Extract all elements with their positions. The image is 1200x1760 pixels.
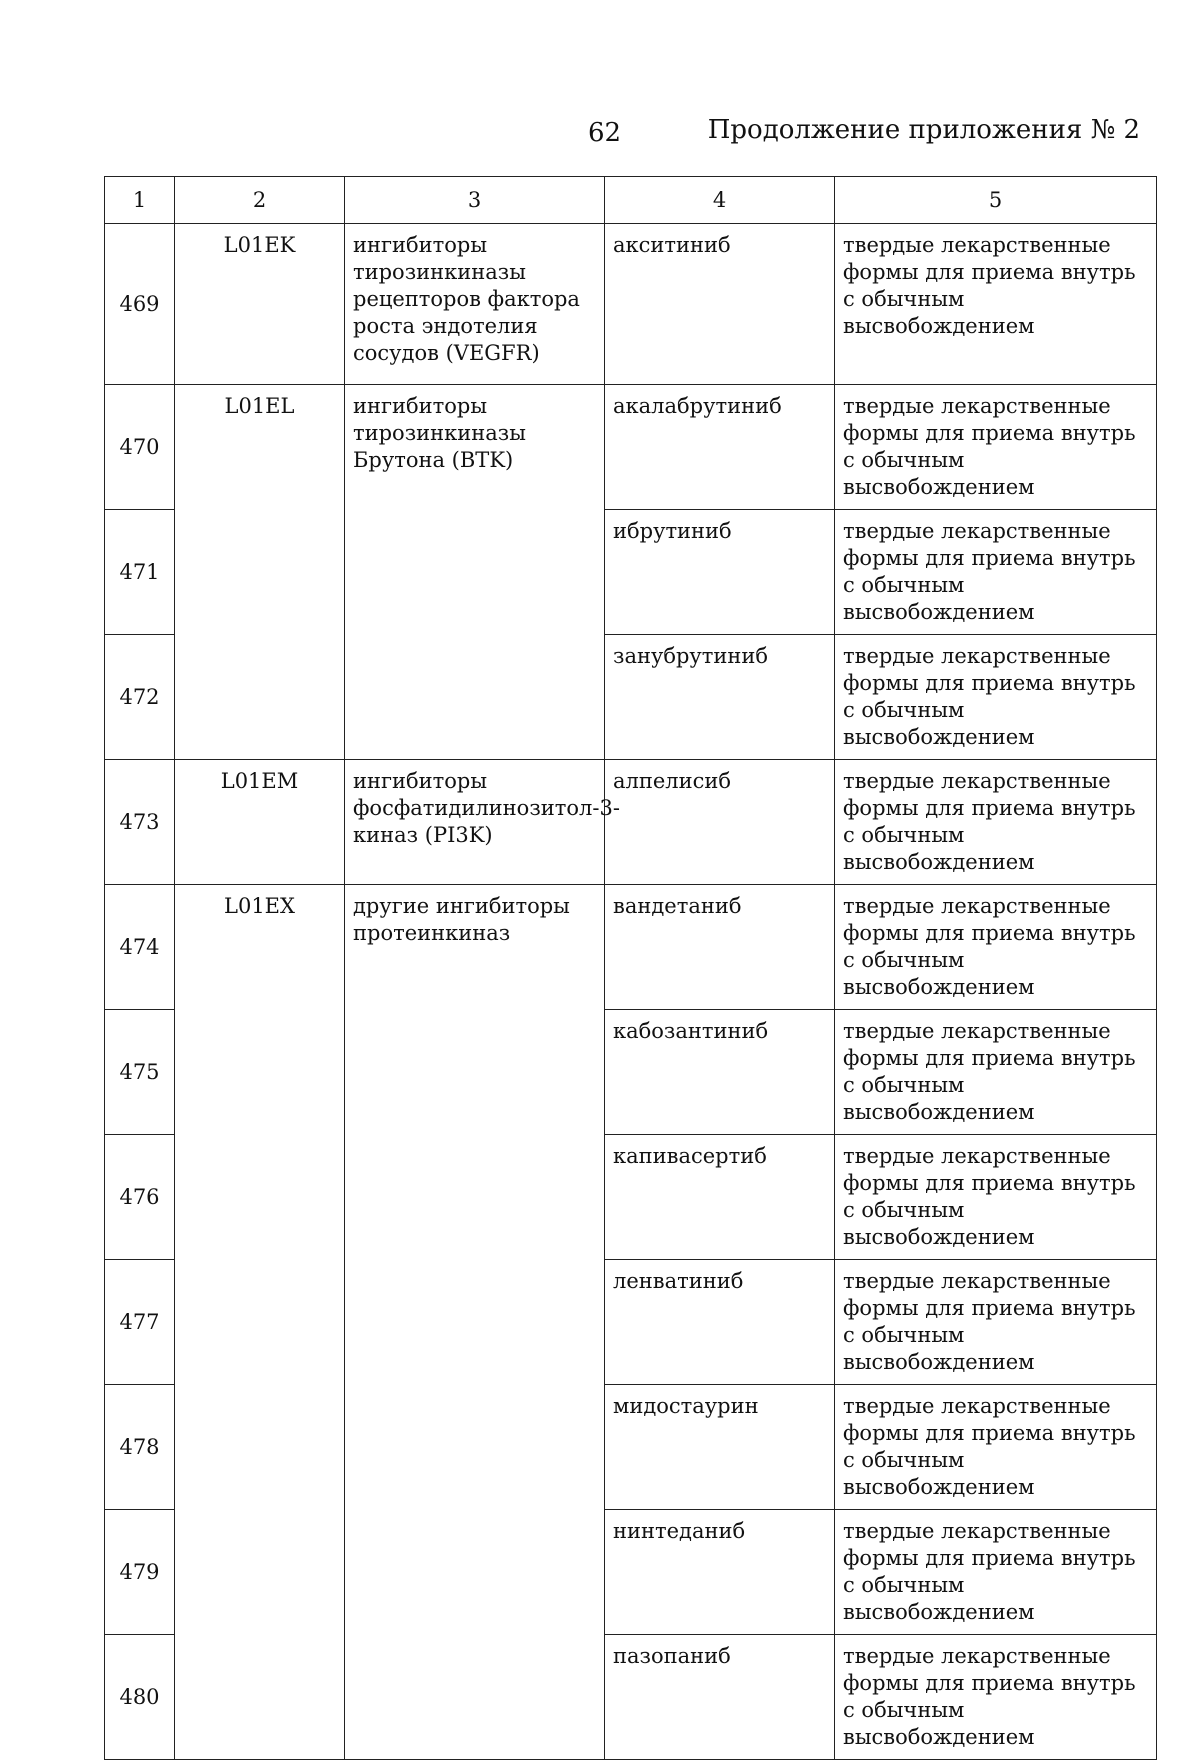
drug-name: алпелисиб	[605, 760, 835, 885]
drug-name: акалабрутиниб	[605, 385, 835, 510]
atc-code: L01EX	[175, 885, 345, 1760]
column-header: 4	[605, 177, 835, 224]
table-row	[105, 385, 1157, 510]
column-header: 2	[175, 177, 345, 224]
row-number: 470	[105, 385, 175, 510]
row-number: 478	[105, 1385, 175, 1510]
table-header-row	[105, 177, 1157, 224]
drug-table	[104, 176, 1157, 1760]
dosage-form: твердые лекарственные формы для приема внутрь с обычным высвобождением	[835, 1260, 1157, 1385]
dosage-form: твердые лекарственные формы для приема внутрь с обычным высвобождением	[835, 760, 1157, 885]
group-name: другие ингибиторы протеинкиназ	[345, 885, 605, 1760]
row-number: 472	[105, 635, 175, 760]
drug-name: акситиниб	[605, 224, 835, 385]
drug-name: пазопаниб	[605, 1635, 835, 1760]
drug-name: вандетаниб	[605, 885, 835, 1010]
table-body	[105, 224, 1157, 1760]
row-number: 477	[105, 1260, 175, 1385]
table-row	[105, 885, 1157, 1010]
row-number: 475	[105, 1010, 175, 1135]
page-heading: Продолжение приложения № 2	[707, 115, 1140, 145]
page-number: 62	[588, 118, 622, 148]
table-row	[105, 224, 1157, 385]
group-name: ингибиторы фосфатидилинозитол-3-киназ (PI3K)	[345, 760, 605, 885]
row-number: 479	[105, 1510, 175, 1635]
group-name: ингибиторы тирозинкиназы рецепторов фактора роста эндотелия сосудов (VEGFR)	[345, 224, 605, 385]
dosage-form: твердые лекарственные формы для приема внутрь с обычным высвобождением	[835, 885, 1157, 1010]
row-number: 480	[105, 1635, 175, 1760]
drug-name: ленватиниб	[605, 1260, 835, 1385]
row-number: 473	[105, 760, 175, 885]
column-header: 3	[345, 177, 605, 224]
drug-name: мидостаурин	[605, 1385, 835, 1510]
row-number: 474	[105, 885, 175, 1010]
column-header: 5	[835, 177, 1157, 224]
atc-code: L01EK	[175, 224, 345, 385]
column-header: 1	[105, 177, 175, 224]
dosage-form: твердые лекарственные формы для приема внутрь с обычным высвобождением	[835, 385, 1157, 510]
drug-name: ибрутиниб	[605, 510, 835, 635]
dosage-form: твердые лекарственные формы для приема внутрь с обычным высвобождением	[835, 510, 1157, 635]
dosage-form: твердые лекарственные формы для приема внутрь с обычным высвобождением	[835, 1385, 1157, 1510]
drug-name: нинтеданиб	[605, 1510, 835, 1635]
group-name: ингибиторы тирозинкиназы Брутона (BTK)	[345, 385, 605, 760]
dosage-form: твердые лекарственные формы для приема внутрь с обычным высвобождением	[835, 1010, 1157, 1135]
row-number: 469	[105, 224, 175, 385]
atc-code: L01EM	[175, 760, 345, 885]
atc-code: L01EL	[175, 385, 345, 760]
row-number: 471	[105, 510, 175, 635]
row-number: 476	[105, 1135, 175, 1260]
drug-name: капивасертиб	[605, 1135, 835, 1260]
dosage-form: твердые лекарственные формы для приема внутрь с обычным высвобождением	[835, 635, 1157, 760]
drug-name: кабозантиниб	[605, 1010, 835, 1135]
dosage-form: твердые лекарственные формы для приема внутрь с обычным высвобождением	[835, 1135, 1157, 1260]
table-row	[105, 760, 1157, 885]
dosage-form: твердые лекарственные формы для приема внутрь с обычным высвобождением	[835, 1510, 1157, 1635]
drug-name: занубрутиниб	[605, 635, 835, 760]
dosage-form: твердые лекарственные формы для приема внутрь с обычным высвобождением	[835, 1635, 1157, 1760]
dosage-form: твердые лекарственные формы для приема внутрь с обычным высвобождением	[835, 224, 1157, 385]
